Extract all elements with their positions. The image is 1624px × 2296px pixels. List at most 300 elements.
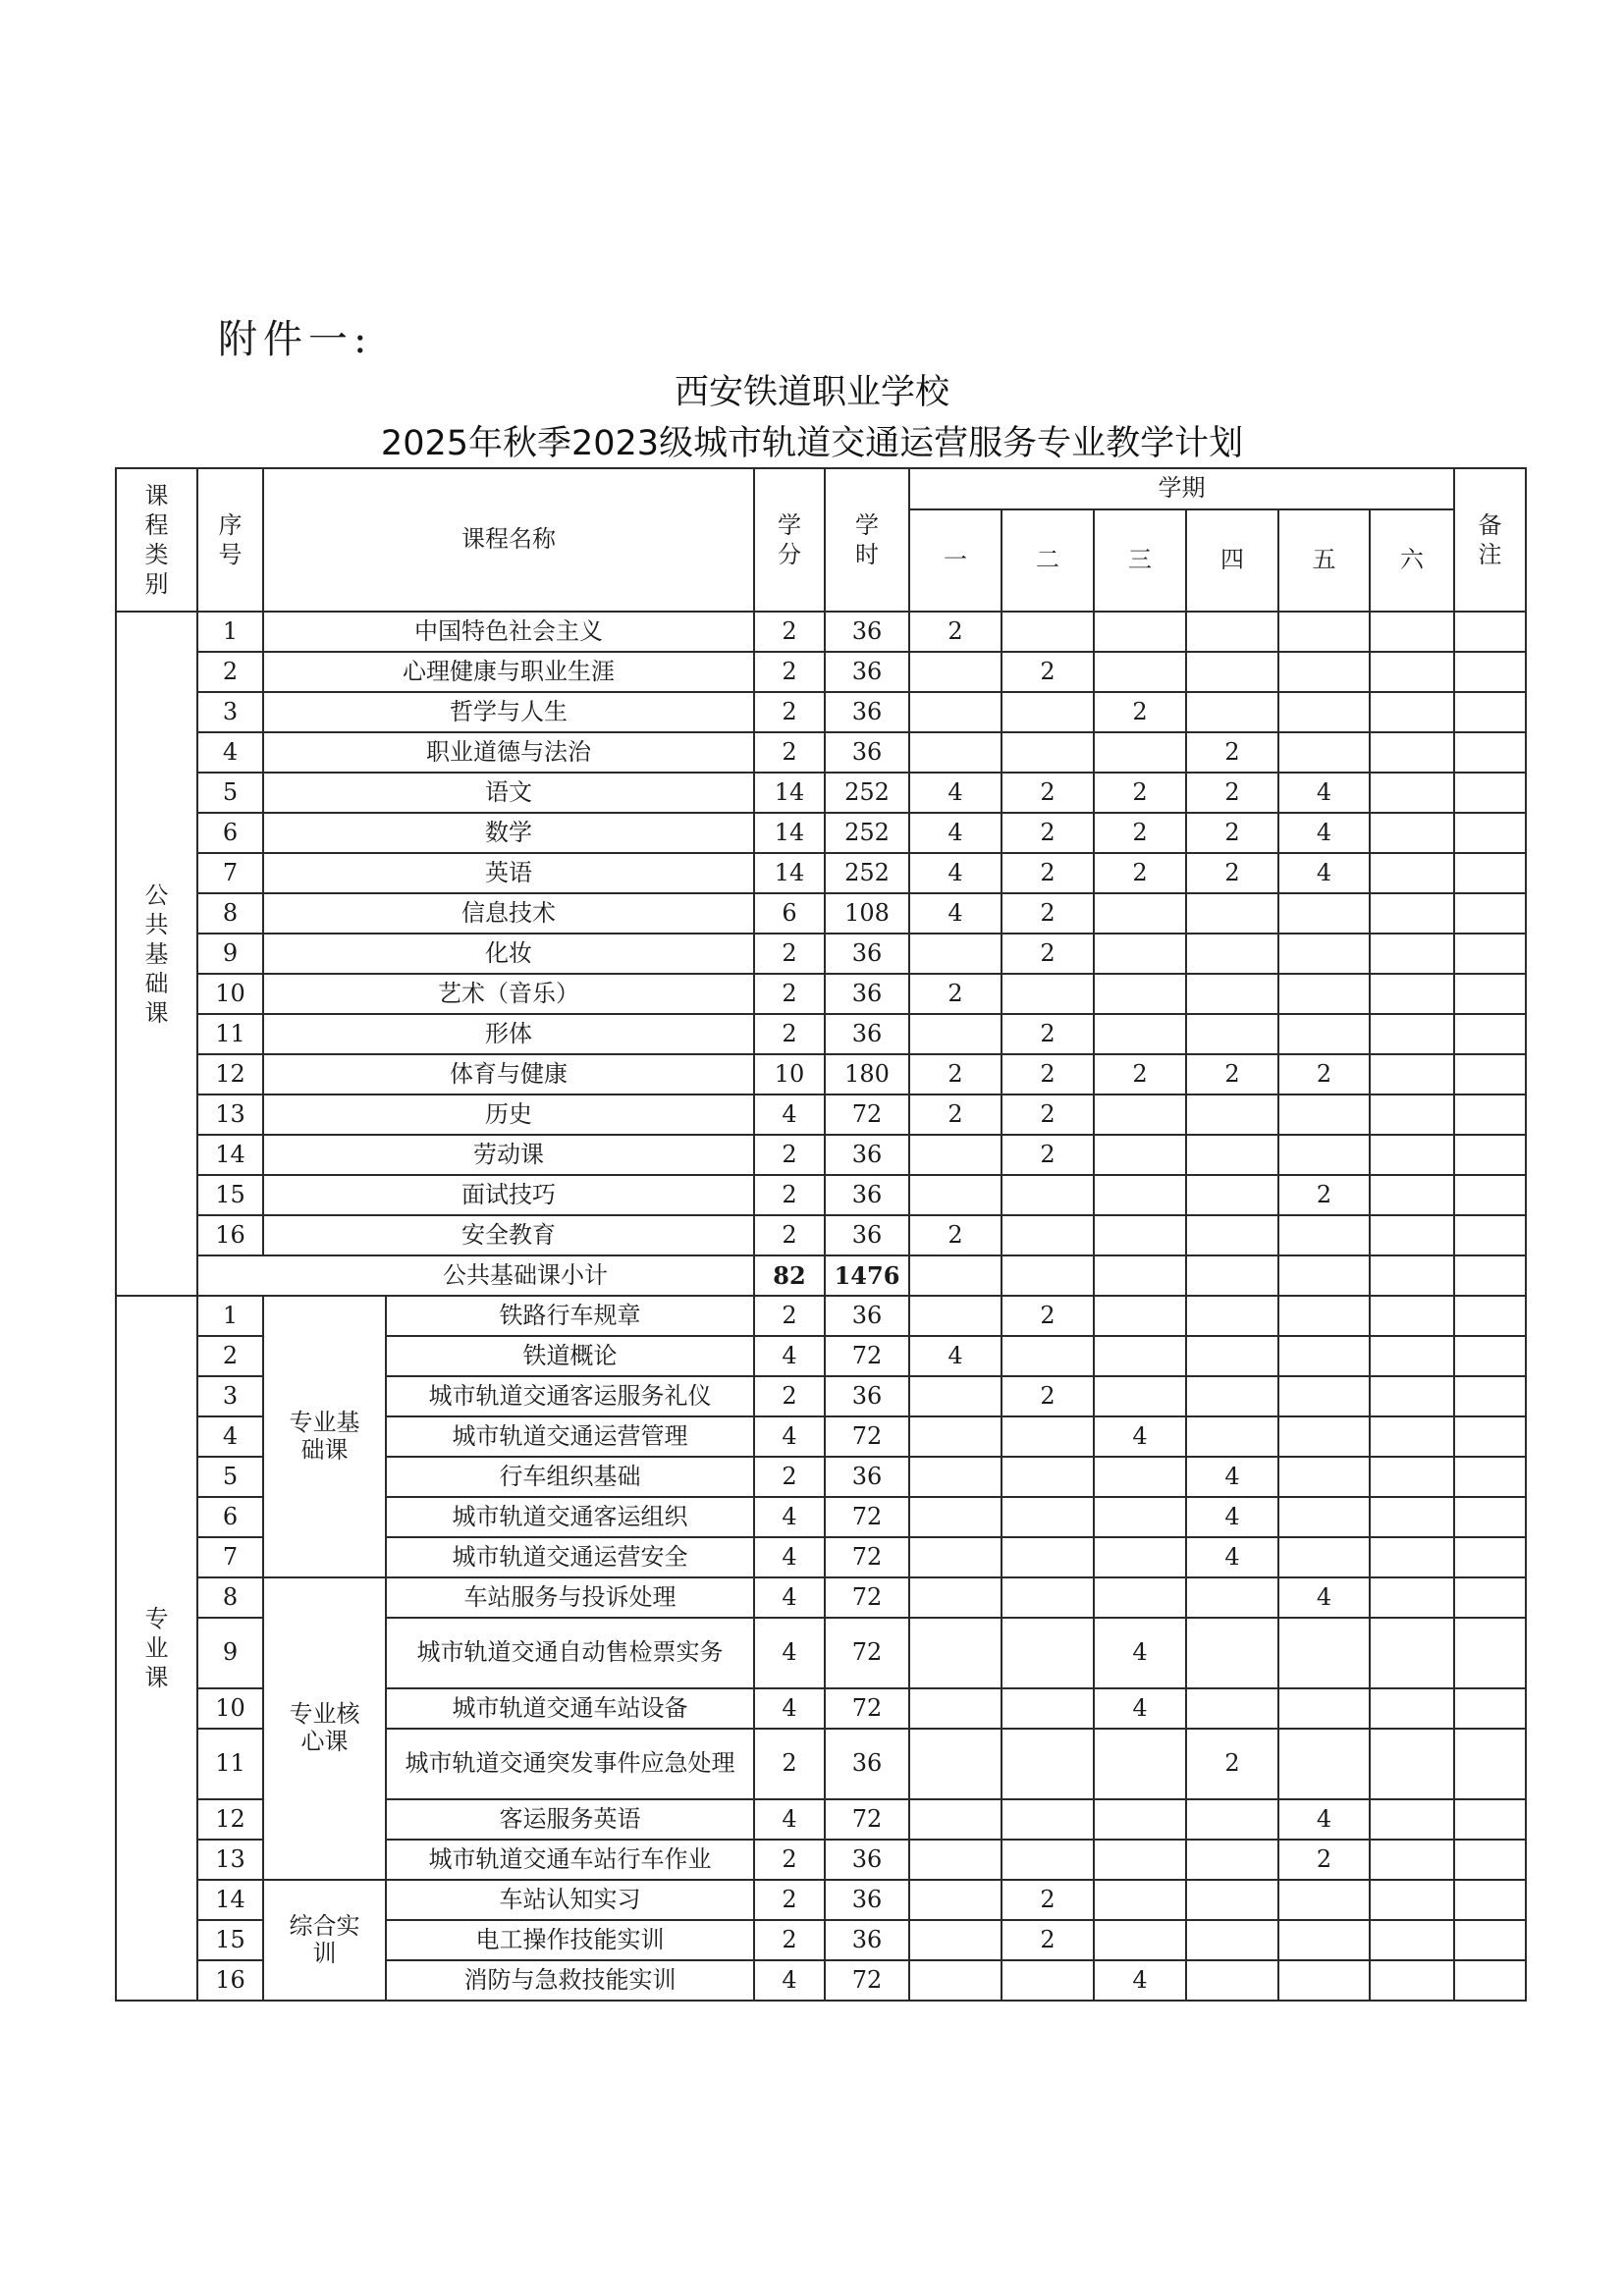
course-hours: 36 (825, 1920, 909, 1960)
course-row (116, 1577, 1526, 1618)
semester-hours-2: 2 (1001, 813, 1094, 853)
course-row (116, 813, 1526, 853)
course-hours: 36 (825, 732, 909, 773)
course-remarks (1454, 1416, 1526, 1457)
semester-hours-1 (909, 1376, 1001, 1416)
semester-hours-4 (1186, 1688, 1278, 1729)
course-credits: 2 (754, 1880, 825, 1920)
course-name: 心理健康与职业生涯 (263, 652, 754, 692)
course-name: 历史 (263, 1095, 754, 1135)
course-hours: 72 (825, 1799, 909, 1840)
course-row (116, 1175, 1526, 1215)
course-name: 语文 (263, 773, 754, 813)
course-name: 铁道概论 (386, 1336, 754, 1376)
vertical-label-text: 专业课 (144, 1605, 169, 1691)
semester-hours-3: 2 (1094, 813, 1186, 853)
course-seq: 5 (197, 1457, 263, 1497)
course-hours: 36 (825, 1014, 909, 1054)
course-credits: 14 (754, 773, 825, 813)
semester-hours-4 (1186, 652, 1278, 692)
course-seq: 6 (197, 1497, 263, 1537)
semester-hours-2: 2 (1001, 1296, 1094, 1336)
subcategory-text: 专业基础课 (289, 1408, 360, 1464)
semester-hours-3: 2 (1094, 1054, 1186, 1095)
course-seq: 14 (197, 1135, 263, 1175)
course-seq: 10 (197, 1688, 263, 1729)
semester-hours-5: 4 (1278, 813, 1370, 853)
semester-hours-5 (1278, 1135, 1370, 1175)
semester-hours-4 (1186, 1014, 1278, 1054)
semester-hours-3 (1094, 1095, 1186, 1135)
semester-hours-1: 2 (909, 1054, 1001, 1095)
course-hours: 36 (825, 1376, 909, 1416)
semester-hours-6 (1370, 1135, 1454, 1175)
semester-hours-3 (1094, 1577, 1186, 1618)
course-seq: 3 (197, 692, 263, 732)
semester-hours-6 (1370, 1920, 1454, 1960)
semester-hours-1 (909, 1799, 1001, 1840)
course-credits: 4 (754, 1618, 825, 1688)
course-seq: 1 (197, 612, 263, 652)
course-name: 城市轨道交通车站行车作业 (386, 1840, 754, 1880)
course-credits: 4 (754, 1537, 825, 1577)
subtotal-hours: 1476 (825, 1255, 909, 1296)
course-remarks (1454, 1960, 1526, 2001)
course-seq: 13 (197, 1840, 263, 1880)
course-hours: 72 (825, 1497, 909, 1537)
course-credits: 2 (754, 692, 825, 732)
course-name: 哲学与人生 (263, 692, 754, 732)
semester-hours-2: 2 (1001, 1920, 1094, 1960)
semester-hours-1 (909, 1840, 1001, 1880)
course-credits: 4 (754, 1416, 825, 1457)
course-credits: 14 (754, 853, 825, 893)
course-hours: 36 (825, 1880, 909, 1920)
semester-hours-6 (1370, 1497, 1454, 1537)
subtotal-row (116, 1255, 1526, 1296)
course-remarks (1454, 1457, 1526, 1497)
semester-hours-1: 2 (909, 974, 1001, 1014)
header-semester-3: 三 (1094, 509, 1186, 612)
course-row (116, 652, 1526, 692)
semester-hours-2 (1001, 1457, 1094, 1497)
course-credits: 4 (754, 1960, 825, 2001)
course-name: 城市轨道交通车站设备 (386, 1688, 754, 1729)
semester-hours-4: 2 (1186, 1729, 1278, 1799)
semester-hours-6 (1370, 612, 1454, 652)
semester-hours-6 (1370, 813, 1454, 853)
course-hours: 72 (825, 1416, 909, 1457)
subtotal-semester-1 (909, 1255, 1001, 1296)
course-seq: 2 (197, 1336, 263, 1376)
course-remarks (1454, 813, 1526, 853)
course-row (116, 1880, 1526, 1920)
semester-hours-4 (1186, 1960, 1278, 2001)
semester-hours-4: 2 (1186, 732, 1278, 773)
semester-hours-3 (1094, 1296, 1186, 1336)
course-remarks (1454, 1095, 1526, 1135)
course-seq: 12 (197, 1054, 263, 1095)
semester-hours-6 (1370, 1537, 1454, 1577)
semester-hours-1 (909, 732, 1001, 773)
header-semester-group: 学期 (909, 468, 1454, 509)
course-hours: 36 (825, 1135, 909, 1175)
course-name: 城市轨道交通客运组织 (386, 1497, 754, 1537)
course-row (116, 974, 1526, 1014)
course-seq: 7 (197, 853, 263, 893)
course-credits: 2 (754, 1376, 825, 1416)
semester-hours-5 (1278, 1729, 1370, 1799)
course-seq: 9 (197, 934, 263, 974)
course-remarks (1454, 853, 1526, 893)
course-seq: 3 (197, 1376, 263, 1416)
semester-hours-3: 4 (1094, 1960, 1186, 2001)
course-credits: 4 (754, 1688, 825, 1729)
school-title: 西安铁道职业学校 (674, 373, 949, 412)
semester-hours-3: 2 (1094, 773, 1186, 813)
semester-hours-2 (1001, 1840, 1094, 1880)
semester-hours-6 (1370, 732, 1454, 773)
semester-hours-6 (1370, 1376, 1454, 1416)
course-remarks (1454, 1135, 1526, 1175)
subtotal-semester-6 (1370, 1255, 1454, 1296)
header-row (116, 468, 1526, 509)
semester-hours-3 (1094, 934, 1186, 974)
semester-hours-3 (1094, 1537, 1186, 1577)
course-seq: 8 (197, 1577, 263, 1618)
semester-hours-4 (1186, 1920, 1278, 1960)
semester-hours-2: 2 (1001, 1880, 1094, 1920)
semester-hours-6 (1370, 1175, 1454, 1215)
semester-hours-1: 4 (909, 773, 1001, 813)
course-row (116, 1014, 1526, 1054)
semester-hours-1: 2 (909, 612, 1001, 652)
semester-hours-2 (1001, 1416, 1094, 1457)
course-remarks (1454, 773, 1526, 813)
course-credits: 4 (754, 1336, 825, 1376)
semester-hours-4 (1186, 1577, 1278, 1618)
course-credits: 2 (754, 1296, 825, 1336)
course-name: 行车组织基础 (386, 1457, 754, 1497)
semester-hours-1 (909, 1296, 1001, 1336)
course-name: 英语 (263, 853, 754, 893)
semester-hours-5: 4 (1278, 1577, 1370, 1618)
course-hours: 36 (825, 1729, 909, 1799)
course-remarks (1454, 1880, 1526, 1920)
semester-hours-5: 4 (1278, 773, 1370, 813)
semester-hours-6 (1370, 1577, 1454, 1618)
semester-hours-4: 4 (1186, 1497, 1278, 1537)
course-hours: 72 (825, 1095, 909, 1135)
semester-hours-2 (1001, 1688, 1094, 1729)
semester-hours-3 (1094, 1880, 1186, 1920)
semester-hours-6 (1370, 773, 1454, 813)
semester-hours-5 (1278, 1920, 1370, 1960)
course-name: 面试技巧 (263, 1175, 754, 1215)
semester-hours-5 (1278, 1296, 1370, 1336)
semester-hours-3 (1094, 1135, 1186, 1175)
semester-hours-6 (1370, 1729, 1454, 1799)
semester-hours-1 (909, 1457, 1001, 1497)
semester-hours-4 (1186, 1799, 1278, 1840)
course-name: 职业道德与法治 (263, 732, 754, 773)
semester-hours-5 (1278, 934, 1370, 974)
teaching-plan-table (115, 467, 1527, 2002)
semester-hours-1 (909, 652, 1001, 692)
semester-hours-4 (1186, 692, 1278, 732)
course-credits: 2 (754, 1175, 825, 1215)
course-seq: 11 (197, 1729, 263, 1799)
course-hours: 252 (825, 773, 909, 813)
course-seq: 15 (197, 1175, 263, 1215)
semester-hours-6 (1370, 1215, 1454, 1255)
semester-hours-1 (909, 1537, 1001, 1577)
course-row (116, 1135, 1526, 1175)
semester-hours-2: 2 (1001, 773, 1094, 813)
subtotal-semester-4 (1186, 1255, 1278, 1296)
semester-hours-6 (1370, 692, 1454, 732)
semester-hours-4 (1186, 974, 1278, 1014)
semester-hours-3 (1094, 1215, 1186, 1255)
semester-hours-1 (909, 1577, 1001, 1618)
semester-hours-2: 2 (1001, 893, 1094, 934)
semester-hours-2: 2 (1001, 652, 1094, 692)
semester-hours-2: 2 (1001, 1054, 1094, 1095)
course-hours: 36 (825, 652, 909, 692)
course-hours: 36 (825, 1840, 909, 1880)
semester-hours-1: 2 (909, 1095, 1001, 1135)
course-remarks (1454, 1336, 1526, 1376)
semester-hours-3: 4 (1094, 1416, 1186, 1457)
course-row (116, 732, 1526, 773)
semester-hours-5 (1278, 612, 1370, 652)
course-credits: 2 (754, 1215, 825, 1255)
course-row (116, 1095, 1526, 1135)
semester-hours-6 (1370, 893, 1454, 934)
semester-hours-3 (1094, 1497, 1186, 1537)
semester-hours-4 (1186, 612, 1278, 652)
semester-hours-6 (1370, 934, 1454, 974)
semester-hours-4 (1186, 1618, 1278, 1688)
course-hours: 36 (825, 692, 909, 732)
semester-hours-4: 4 (1186, 1537, 1278, 1577)
semester-hours-4 (1186, 934, 1278, 974)
course-credits: 14 (754, 813, 825, 853)
semester-hours-2 (1001, 1175, 1094, 1215)
course-credits: 2 (754, 1729, 825, 1799)
semester-hours-5 (1278, 974, 1370, 1014)
semester-hours-2 (1001, 732, 1094, 773)
course-remarks (1454, 1799, 1526, 1840)
semester-hours-3 (1094, 1175, 1186, 1215)
semester-hours-3 (1094, 1799, 1186, 1840)
semester-hours-1 (909, 1688, 1001, 1729)
semester-hours-5 (1278, 1376, 1370, 1416)
semester-hours-6 (1370, 974, 1454, 1014)
semester-hours-2 (1001, 974, 1094, 1014)
semester-hours-5 (1278, 1457, 1370, 1497)
course-name: 劳动课 (263, 1135, 754, 1175)
course-seq: 11 (197, 1014, 263, 1054)
course-name: 艺术（音乐） (263, 974, 754, 1014)
course-hours: 72 (825, 1960, 909, 2001)
semester-hours-4 (1186, 1296, 1278, 1336)
semester-hours-5 (1278, 1095, 1370, 1135)
course-seq: 2 (197, 652, 263, 692)
course-seq: 7 (197, 1537, 263, 1577)
course-name: 安全教育 (263, 1215, 754, 1255)
semester-hours-2 (1001, 1537, 1094, 1577)
course-remarks (1454, 1688, 1526, 1729)
header-semester-4: 四 (1186, 509, 1278, 612)
subtotal-semester-2 (1001, 1255, 1094, 1296)
semester-hours-5 (1278, 1688, 1370, 1729)
semester-hours-6 (1370, 1799, 1454, 1840)
semester-hours-3 (1094, 893, 1186, 934)
course-remarks (1454, 1175, 1526, 1215)
semester-hours-6 (1370, 853, 1454, 893)
semester-hours-6 (1370, 1457, 1454, 1497)
course-name: 城市轨道交通自动售检票实务 (386, 1618, 754, 1688)
course-row (116, 934, 1526, 974)
semester-hours-3 (1094, 974, 1186, 1014)
semester-hours-4: 2 (1186, 1054, 1278, 1095)
course-row (116, 612, 1526, 652)
semester-hours-4 (1186, 1215, 1278, 1255)
course-remarks (1454, 612, 1526, 652)
course-seq: 6 (197, 813, 263, 853)
semester-hours-5 (1278, 1618, 1370, 1688)
subcategory-label (263, 1880, 386, 2001)
course-credits: 4 (754, 1497, 825, 1537)
subtotal-label: 公共基础课小计 (197, 1255, 754, 1296)
semester-hours-5: 4 (1278, 1799, 1370, 1840)
semester-hours-3: 2 (1094, 692, 1186, 732)
course-seq: 16 (197, 1960, 263, 2001)
semester-hours-5 (1278, 1880, 1370, 1920)
course-remarks (1454, 1618, 1526, 1688)
course-credits: 2 (754, 934, 825, 974)
semester-hours-1: 4 (909, 1336, 1001, 1376)
category-professional (116, 1296, 197, 2001)
semester-hours-2 (1001, 612, 1094, 652)
course-remarks (1454, 1577, 1526, 1618)
semester-hours-3 (1094, 652, 1186, 692)
header-semester-6: 六 (1370, 509, 1454, 612)
semester-hours-1: 4 (909, 813, 1001, 853)
semester-hours-3 (1094, 1729, 1186, 1799)
plan-title: 2025年秋季2023级城市轨道交通运营服务专业教学计划 (380, 424, 1244, 463)
semester-hours-6 (1370, 1960, 1454, 2001)
semester-hours-3 (1094, 732, 1186, 773)
course-row (116, 1054, 1526, 1095)
course-name: 车站服务与投诉处理 (386, 1577, 754, 1618)
semester-hours-2: 2 (1001, 934, 1094, 974)
semester-hours-2 (1001, 1729, 1094, 1799)
semester-hours-1 (909, 934, 1001, 974)
course-seq: 4 (197, 732, 263, 773)
course-remarks (1454, 1497, 1526, 1537)
course-remarks (1454, 1537, 1526, 1577)
course-seq: 4 (197, 1416, 263, 1457)
course-name: 信息技术 (263, 893, 754, 934)
semester-hours-5 (1278, 652, 1370, 692)
course-credits: 10 (754, 1054, 825, 1095)
course-name: 数学 (263, 813, 754, 853)
semester-hours-5 (1278, 1215, 1370, 1255)
semester-hours-1 (909, 1175, 1001, 1215)
semester-hours-4: 2 (1186, 813, 1278, 853)
course-remarks (1454, 1376, 1526, 1416)
course-seq: 8 (197, 893, 263, 934)
course-credits: 4 (754, 1095, 825, 1135)
course-remarks (1454, 1054, 1526, 1095)
semester-hours-5 (1278, 1014, 1370, 1054)
semester-hours-4 (1186, 1376, 1278, 1416)
course-row (116, 853, 1526, 893)
course-credits: 2 (754, 1014, 825, 1054)
semester-hours-6 (1370, 1416, 1454, 1457)
semester-hours-3 (1094, 1336, 1186, 1376)
header-semester-1: 一 (909, 509, 1001, 612)
semester-hours-5 (1278, 1497, 1370, 1537)
semester-hours-6 (1370, 1054, 1454, 1095)
course-hours: 36 (825, 974, 909, 1014)
course-remarks (1454, 652, 1526, 692)
header-hours: 学时 (825, 468, 909, 612)
course-hours: 72 (825, 1577, 909, 1618)
course-hours: 108 (825, 893, 909, 934)
semester-hours-1 (909, 692, 1001, 732)
header-category: 课程类别 (116, 468, 197, 612)
semester-hours-5 (1278, 893, 1370, 934)
subcategory-text: 专业核心课 (289, 1700, 360, 1755)
semester-hours-4 (1186, 1416, 1278, 1457)
semester-hours-3 (1094, 1840, 1186, 1880)
course-credits: 2 (754, 1840, 825, 1880)
course-remarks (1454, 893, 1526, 934)
semester-hours-4 (1186, 1840, 1278, 1880)
semester-hours-5: 2 (1278, 1840, 1370, 1880)
course-name: 客运服务英语 (386, 1799, 754, 1840)
semester-hours-3 (1094, 612, 1186, 652)
course-row (116, 893, 1526, 934)
course-seq: 15 (197, 1920, 263, 1960)
subcategory-label (263, 1577, 386, 1880)
semester-hours-1 (909, 1416, 1001, 1457)
semester-hours-6 (1370, 652, 1454, 692)
course-name: 铁路行车规章 (386, 1296, 754, 1336)
course-hours: 252 (825, 813, 909, 853)
semester-hours-5: 2 (1278, 1054, 1370, 1095)
semester-hours-6 (1370, 1688, 1454, 1729)
subcategory-text: 综合实训 (289, 1911, 360, 1967)
semester-hours-6 (1370, 1014, 1454, 1054)
semester-hours-3 (1094, 1376, 1186, 1416)
course-name: 体育与健康 (263, 1054, 754, 1095)
course-remarks (1454, 1014, 1526, 1054)
course-name: 中国特色社会主义 (263, 612, 754, 652)
course-row (116, 1296, 1526, 1336)
semester-hours-1 (909, 1920, 1001, 1960)
course-seq: 16 (197, 1215, 263, 1255)
semester-hours-2: 2 (1001, 1014, 1094, 1054)
semester-hours-2 (1001, 1960, 1094, 2001)
semester-hours-3 (1094, 1920, 1186, 1960)
semester-hours-5 (1278, 1960, 1370, 2001)
course-hours: 180 (825, 1054, 909, 1095)
semester-hours-4: 4 (1186, 1457, 1278, 1497)
